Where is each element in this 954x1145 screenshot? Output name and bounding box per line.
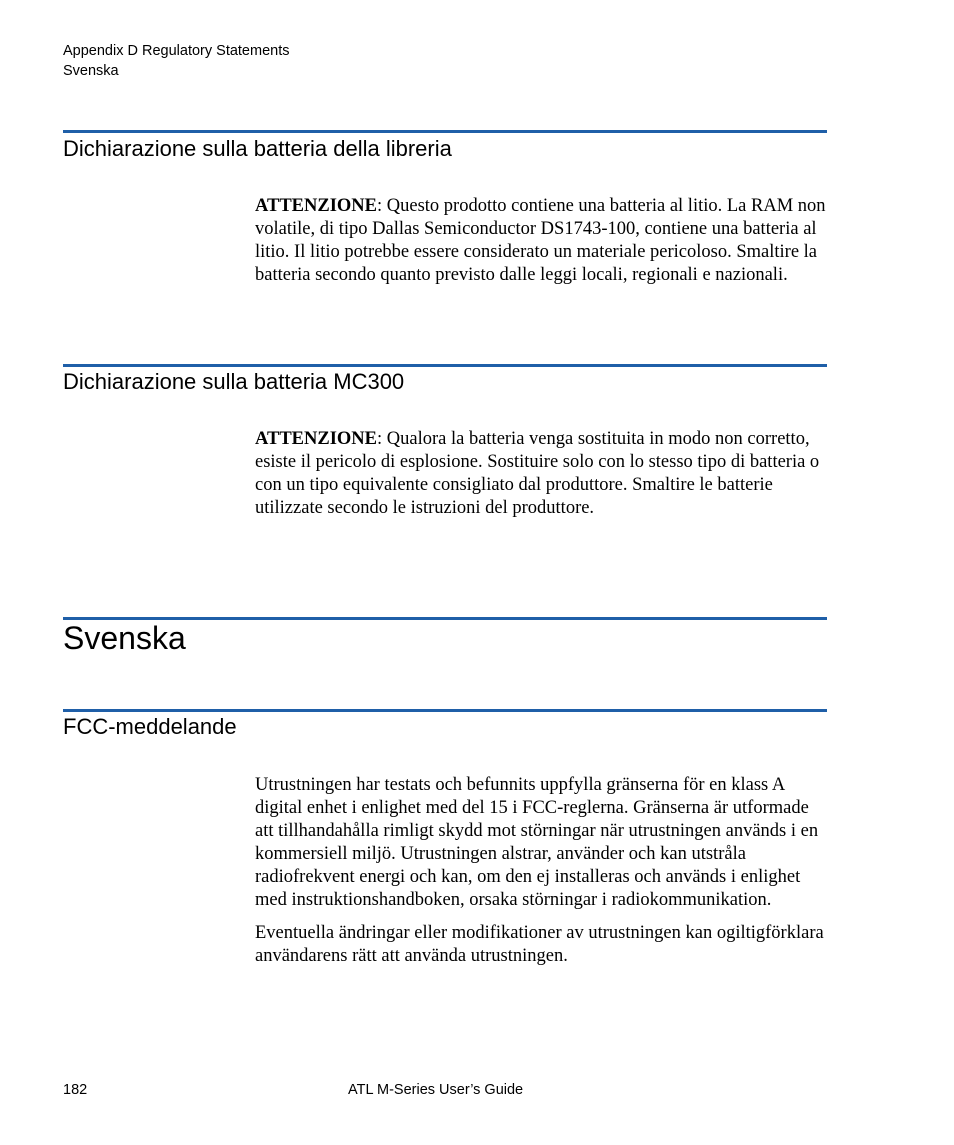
warning-label: ATTENZIONE: [255, 196, 377, 216]
warning-text: : Questo prodotto contiene una batteria al litio. La RAM non volatile, di tipo Dallas Semiconductor DS1743-100, contiene una batteria al litio. Il litio potrebbe essere considerato un materiale pericoloso. Smaltire la batteria secondo quanto previsto dalle leggi locali, regionali e nazionali.: [255, 196, 826, 285]
section-heading-mc300-battery: Dichiarazione sulla batteria MC300: [63, 369, 405, 394]
section-rule: [63, 709, 827, 712]
warning-text: : Qualora la batteria venga sostituita in modo non corretto, esiste il pericolo di esplosione. Sostituire solo con lo stesso tipo di batteria o con un tipo equivalente consigliato dal produttore. Smaltire le batterie utilizzate secondo le istruzioni del produttore.: [255, 429, 820, 518]
section-heading-library-battery: Dichiarazione sulla batteria della libreria: [63, 136, 452, 161]
footer-guide-title: ATL M-Series User’s Guide: [348, 1082, 524, 1098]
fcc-paragraph: Utrustningen har testats och befunnits uppfylla gränserna för en klass A digital enhet i enlighet med del 15 i FCC-reglerna. Gränserna är utformade att tillhandahålla rimligt skydd mot störningar när utrustningen används i en kommersiell miljö. Utrustningen alstrar, använder och kan utstråla radiofrekvent energi och kan, om den ej installeras och används i enlighet med instruktionshandboken, orsaka störningar i radiokommunikation.: [255, 775, 819, 910]
fcc-notice-body: [255, 774, 827, 968]
running-header-section: Svenska: [63, 63, 119, 79]
section-heading-fcc: FCC-meddelande: [63, 714, 237, 739]
section-rule: [63, 130, 827, 133]
section-rule: [63, 364, 827, 367]
running-header-chapter: Appendix D Regulatory Statements: [63, 43, 290, 59]
mc300-battery-warning: [255, 428, 827, 520]
warning-label: ATTENZIONE: [255, 429, 377, 449]
fcc-paragraph: Eventuella ändringar eller modifikationer av utrustningen kan ogiltigförklara användarens rätt att använda utrustningen.: [255, 923, 824, 966]
library-battery-warning: [255, 195, 827, 287]
page-number: 182: [63, 1082, 88, 1098]
chapter-heading-svenska: Svenska: [63, 620, 186, 656]
